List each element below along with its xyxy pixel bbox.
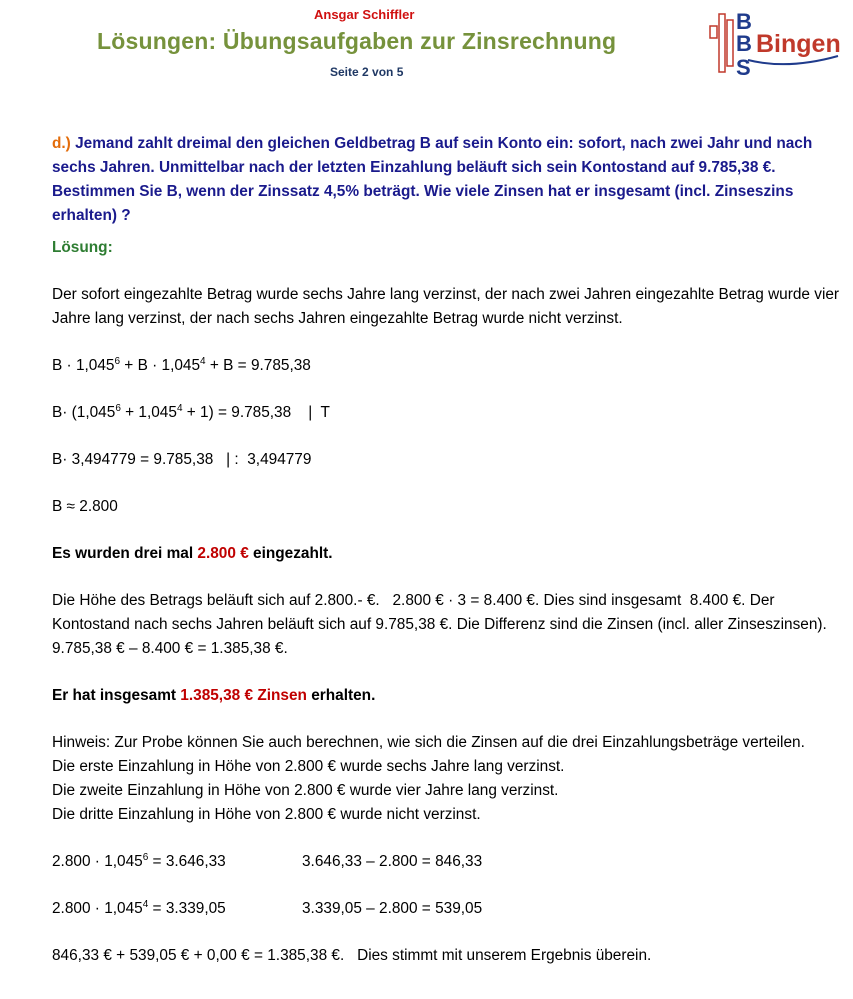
eq1-part-c: + B = 9.785,38 (205, 357, 311, 374)
calc-row-1 (52, 850, 842, 874)
hint-text: Hinweis: Zur Probe können Sie auch berechnen, wie sich die Zinsen auf die drei Einzahlungsbeträge verteilen. (52, 734, 805, 751)
calc1-part-b: = 3.646,33 (148, 853, 226, 870)
result2-pre: Er hat insgesamt (52, 687, 181, 704)
logo-letter-s: S (736, 55, 751, 78)
calc1-exp: 6 (142, 852, 149, 863)
interest-paragraph: Die Höhe des Betrags beläuft sich auf 2.800.- €. 2.800 € · 3 = 8.400 €. Dies sind insgesamt 8.400 €. Der Kontostand nach sechs Jahren beläuft sich auf 9.785,38 €. Die Differenz sind die Zinsen (incl. aller Zinseszinsen). 9.785,38 € – 8.400 € = 1.385,38 €. (52, 592, 840, 657)
solution-content (52, 132, 842, 968)
eq2-part-a: B· (1,045 (52, 404, 116, 421)
calc2-part-a: 2.800 · 1,045 (52, 900, 143, 917)
result1-post: eingezahlt. (248, 545, 333, 562)
author-name: Ansgar Schiffler (314, 7, 415, 22)
page-title: Lösungen: Übungsaufgaben zur Zinsrechnung (97, 28, 617, 54)
calc-row-2 (52, 897, 842, 921)
hint-line: Die erste Einzahlung in Höhe von 2.800 € wurde sechs Jahre lang verzinst. (52, 758, 565, 775)
equation-4: B ≈ 2.800 (52, 498, 118, 515)
calc1-part-a: 2.800 · 1,045 (52, 853, 143, 870)
hint-line: Die dritte Einzahlung in Höhe von 2.800 € wurde nicht verzinst. (52, 806, 481, 823)
logo-text: Bingen (756, 30, 841, 58)
result2-value: 1.385,38 € Zinsen (180, 687, 307, 704)
result-interest (52, 684, 842, 708)
eq1-exp-1: 6 (114, 356, 121, 367)
final-check: 846,33 € + 539,05 € + 0,00 € = 1.385,38 €. Dies stimmt mit unserem Ergebnis überein. (52, 947, 652, 964)
eq2-part-b: + 1,045 (120, 404, 177, 421)
logo-letter-b2: B (736, 31, 752, 56)
hint-line: Die zweite Einzahlung in Höhe von 2.800 € wurde vier Jahre lang verzinst. (52, 782, 559, 799)
eq1-exp-2: 4 (200, 356, 206, 367)
task-text (52, 132, 842, 228)
eq2-part-c: + 1) = 9.785,38 | T (182, 404, 330, 421)
calc1-diff: 3.646,33 – 2.800 = 846,33 (302, 853, 483, 870)
result2-post: erhalten. (306, 687, 376, 704)
eq2-exp-1: 6 (115, 403, 121, 414)
result1-value: 2.800 € (197, 545, 249, 562)
logo-letter-b1: B (736, 9, 752, 34)
result-deposit (52, 542, 842, 566)
eq1-part-b: + B · 1,045 (120, 357, 201, 374)
eq1-part-a: B · 1,045 (52, 357, 115, 374)
task-body: Jemand zahlt dreimal den gleichen Geldbetrag B auf sein Konto ein: sofort, nach zwei Jahr und nach sechs Jahren. Unmittelbar nach der letzten Einzahlung beläuft sich sein Kontostand auf 9.785,38 €. Bestimmen Sie B, wenn der Zinssatz 4,5% beträgt. Wie viele Zinsen hat er insgesamt (incl. Zinseszins erhalten) ? (52, 135, 813, 224)
page-info: Seite 2 von 5 (330, 65, 404, 79)
eq2-exp-2: 4 (176, 403, 183, 414)
calc2-diff: 3.339,05 – 2.800 = 539,05 (302, 900, 483, 917)
solution-heading: Lösung: (52, 239, 113, 256)
equation-2 (52, 401, 842, 425)
task-label: d.) (52, 135, 71, 152)
calc2-part-b: = 3.339,05 (148, 900, 226, 917)
bbs-bingen-logo (708, 6, 848, 78)
result1-pre: Es wurden drei mal (52, 545, 198, 562)
equation-3: B· 3,494779 = 9.785,38 | : 3,494779 (52, 451, 312, 468)
calc2-exp: 4 (142, 899, 149, 910)
solution-intro: Der sofort eingezahlte Betrag wurde sechs Jahre lang verzinst, der nach zwei Jahren eingezahlte Betrag wurde vier Jahre lang verzinst, der nach sechs Jahren eingezahlte Betrag wurde nicht verzinst. (52, 286, 840, 327)
equation-1 (52, 354, 842, 378)
